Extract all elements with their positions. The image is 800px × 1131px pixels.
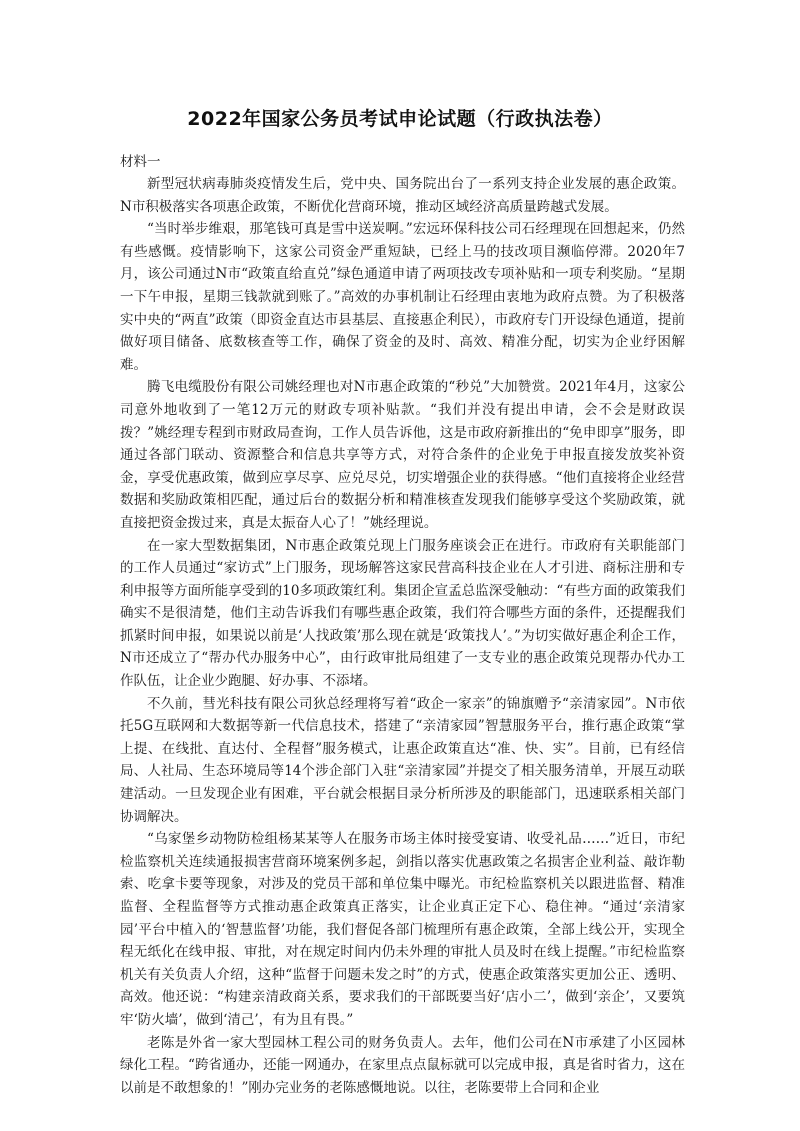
section-label: 材料一 bbox=[120, 154, 161, 170]
document-body bbox=[120, 173, 685, 1099]
document-title: 2022年国家公务员考试申论试题（行政执法卷） bbox=[187, 108, 613, 130]
paragraph: 老陈是外省一家大型园林工程公司的财务负责人。去年，他们公司在N市承建了小区园林绿化工程。“跨省通办，还能一网通办，在家里点点鼠标就可以完成申报，真是省时省力，这在以前是不敢想象的！”刚办完业务的老陈感慨地说。以往，老陈要带上合同和企业 bbox=[120, 1034, 685, 1096]
paragraph: 腾飞电缆股份有限公司姚经理也对N市惠企政策的“秒兑”大加赞赏。2021年4月，这家公司意外地收到了一笔12万元的财政专项补贴款。“我们并没有提出申请，会不会是财政误拨？”姚经理专程到市财政局查询，工作人员告诉他，这是市政府新推出的“免申即享”服务，即通过各部门联动、资源整合和信息共享等方式，对符合条件的企业免于申报直接发放奖补资金，享受优惠政策，做到应享尽享、应兑尽兑，切实增强企业的获得感。“他们直接将企业经营数据和奖励政策相匹配，通过后台的数据分析和精准核查发现我们能够享受这个奖励政策，就直接把资金拨过来，真是太振奋人心了！”姚经理说。 bbox=[120, 379, 685, 531]
paragraph: 在一家大型数据集团，N市惠企政策兑现上门服务座谈会正在进行。市政府有关职能部门的工作人员通过“家访式”上门服务，现场解答这家民营高科技企业在人才引进、商标注册和专利申报等方面所能享受到的10多项政策红利。集团企宣孟总监深受触动：“有些方面的政策我们确实不是很清楚，他们主动告诉我们有哪些惠企政策，我们符合哪些方面的条件，还提醒我们抓紧时间申报，如果说以前是‘人找政策’那么现在就是‘政策找人’。”为切实做好惠企利企工作，N市还成立了“帮办代办服务中心”，由行政审批局组建了一支专业的惠企政策兑现帮办代办工作队伍，让企业少跑腿、好办事、不添堵。 bbox=[120, 537, 685, 690]
paragraph: 不久前，彗光科技有限公司狄总经理将写着“政企一家亲”的锦旗赠予“亲清家园”。N市依托5G互联网和大数据等新一代信息技术，搭建了“亲清家园”智慧服务平台，推行惠企政策“掌上提、在线批、直达付、全程督”服务模式，让惠企政策直达“准、快、实”。目前，已有经信局、人社局、生态环境局等14个涉企部门入驻“亲清家园”并提交了相关服务清单，开展互动联建活动。一旦发现企业有困难，平台就会根据目录分析所涉及的职能部门，迅速联系相关部门协调解决。 bbox=[120, 695, 685, 825]
paragraph: “乌家堡乡动物防检组杨某某等人在服务市场主体时接受宴请、收受礼品……”近日，市纪检监察机关连续通报损害营商环境案例多起，剑指以落实优惠政策之名损害企业利益、敲诈勒索、吃拿卡要等现象，对涉及的党员干部和单位集中曝光。市纪检监察机关以跟进监督、精准监督、全程监督等方式推动惠企政策真正落实，让企业真正定下心、稳住神。“通过‘亲清家园’平台中植入的‘智慧监督’功能，我们督促各部门梳理所有惠企政策，全部上线公开，实现全程无纸化在线申报、审批，对在规定时间内仍未外理的审批人员及时在线上提醒。”市纪检监察机关有关负责人介绍，这种“监督于问题未发之时”的方式，使惠企政策落实更加公正、透明、高效。他还说：“构建亲清政商关系，要求我们的干部既要当好‘店小二’，做到‘亲企’，又要筑牢‘防火墙’，做到‘清己’，有为且有畏。” bbox=[120, 831, 685, 1028]
paragraph: 新型冠状病毒肺炎疫情发生后，党中央、国务院出台了一系列支持企业发展的惠企政策。N市积极落实各项惠企政策，不断优化营商环境，推动区域经济高质量跨越式发展。 bbox=[120, 176, 685, 215]
paragraph: “当时举步维艰，那笔钱可真是雪中送炭啊。”宏远环保科技公司石经理现在回想起来，仍然有些感慨。疫情影响下，这家公司资金严重短缺，已经上马的技改项目濒临停滞。2020年7月，该公司通过N市“政策直给直兑”绿色通道申请了两项技改专项补贴和一项专利奖励。“星期一下午申报，星期三钱款就到账了。”高效的办事机制让石经理由衷地为政府点赞。为了积极落实中央的“两直”政策（即资金直达市县基层、直接惠企利民），市政府专门开设绿色通道，提前做好项目储备、底数核查等工作，确保了资金的及时、高效、精准分配，切实为企业纾困解难。 bbox=[120, 221, 685, 373]
